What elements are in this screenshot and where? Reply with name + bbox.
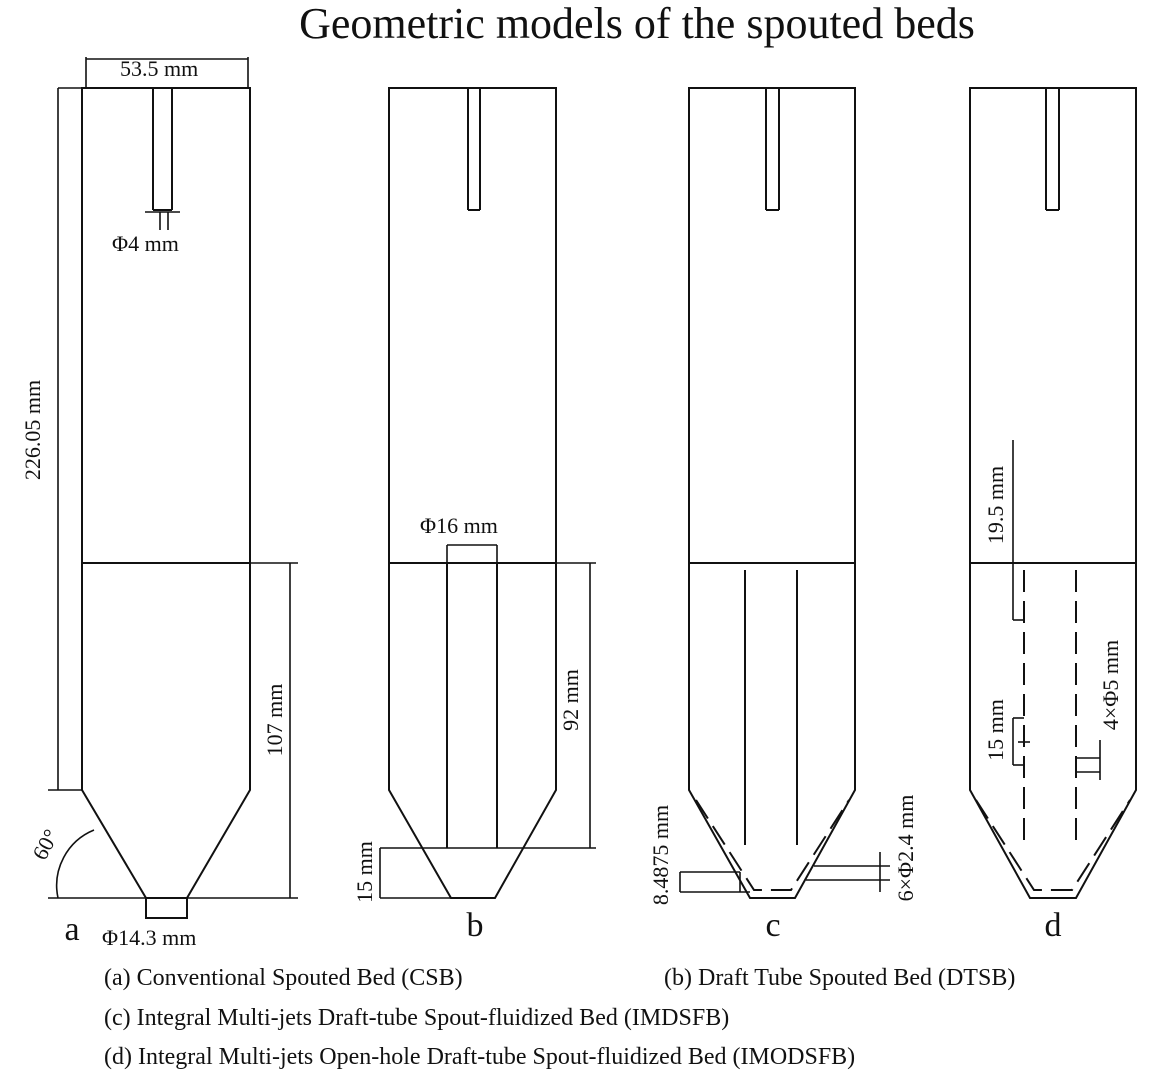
model-d-label: d (1044, 907, 1062, 944)
model-b-draft-tube-label: Φ16 mm (420, 513, 498, 538)
caption-c: (c) Integral Multi-jets Draft-tube Spout-fluidized Bed (IMDSFB) (104, 1005, 730, 1031)
model-b-label: b (466, 907, 484, 944)
figure-title: Geometric models of the spouted beds (299, 0, 975, 48)
model-a-nozzle-label: Φ4 mm (112, 231, 179, 256)
caption-b: (b) Draft Tube Spouted Bed (DTSB) (664, 965, 1016, 991)
model-a-width-label: 53.5 mm (120, 56, 199, 81)
model-d-hole-spacing-label: 15 mm (983, 699, 1008, 761)
model-c-jet-height-label: 8.4875 mm (648, 804, 673, 906)
model-a-inlet-pipe (146, 898, 187, 918)
caption-d: (d) Integral Multi-jets Open-hole Draft-tube Spout-fluidized Bed (IMODSFB) (104, 1044, 856, 1070)
model-d-holes-label: 4×Φ5 mm (1098, 639, 1123, 731)
figure-captions (104, 965, 1015, 1070)
caption-a: (a) Conventional Spouted Bed (CSB) (104, 965, 463, 991)
model-b-gap-label: 15 mm (352, 841, 377, 903)
model-a-inlet-label: Φ14.3 mm (102, 925, 197, 950)
model-c-imdsfb (648, 88, 918, 944)
model-d-hole-offset-label: 19.5 mm (983, 465, 1008, 545)
model-d-imodsfb (970, 88, 1136, 944)
model-a-csb (20, 56, 298, 950)
model-a-cone-height-label: 107 mm (262, 683, 287, 757)
model-b-tube-height-label: 92 mm (558, 669, 583, 731)
model-a-label: a (64, 911, 80, 948)
model-a-nozzle-tube (153, 88, 172, 210)
model-c-label: c (765, 907, 781, 944)
model-c-jets-label: 6×Φ2.4 mm (893, 794, 918, 902)
model-a-angle-label: 60° (27, 825, 64, 864)
model-b-dtsb (352, 88, 596, 944)
model-a-height-label: 226.05 mm (20, 379, 45, 481)
